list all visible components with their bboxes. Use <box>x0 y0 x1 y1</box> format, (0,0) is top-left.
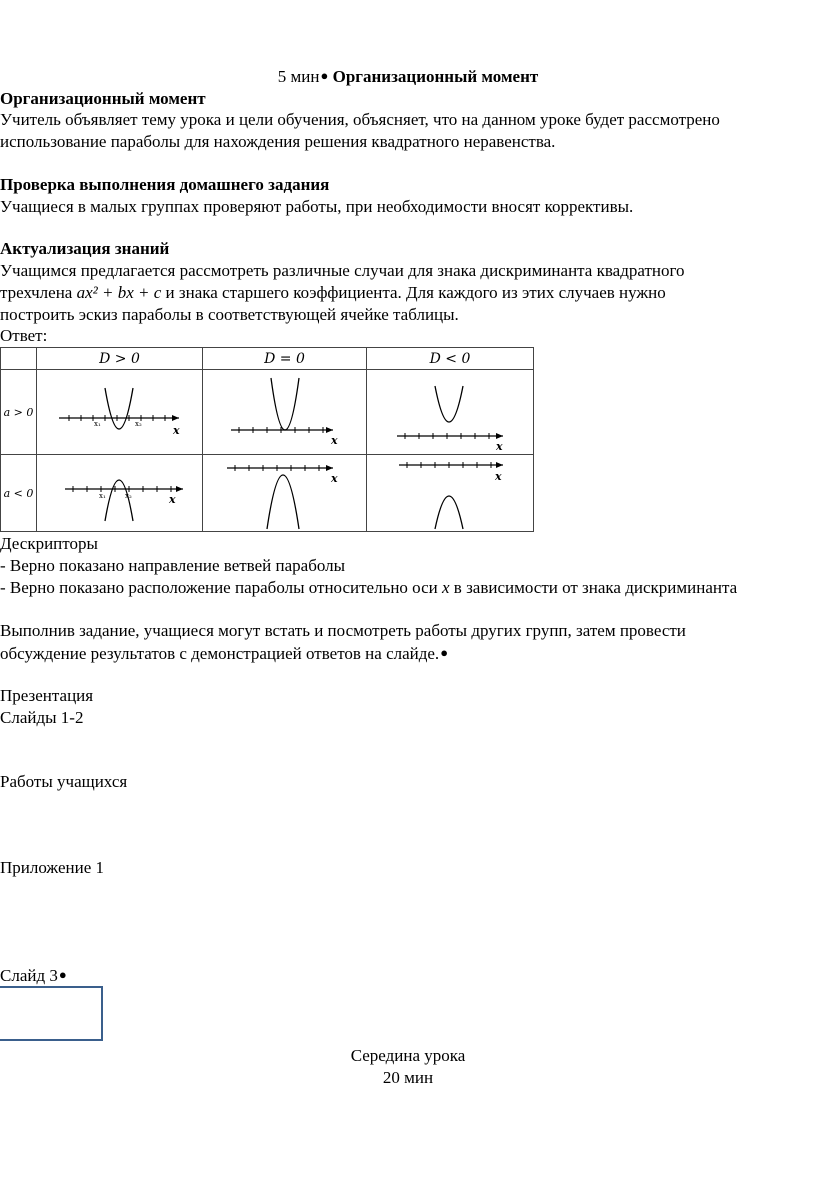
middle-time: 20 мин <box>382 1068 434 1087</box>
middle-label: Середина урока <box>350 1046 466 1065</box>
org-text-1: Учитель объявляет тему урока и цели обучения, объясняет, что на данном уроке будет рассмотрено <box>0 110 720 129</box>
col-header-d-pos: D > 0 <box>37 348 203 370</box>
actual-text-3: построить эскиз параболы в соответствующей ячейке таблицы. <box>0 305 459 324</box>
descriptor-item-1: - Верно показано направление ветвей параболы <box>0 556 346 575</box>
slide-frame <box>0 986 103 1041</box>
actual-text-1: Учащимся предлагается рассмотреть различные случаи для знака дискриминанта квадратного <box>0 261 685 280</box>
cell-a-pos-d-zero <box>203 370 367 455</box>
homework-heading: Проверка выполнения домашнего задания <box>0 175 330 194</box>
axis-label: x <box>173 424 180 437</box>
resource-works: Работы учащихся <box>0 772 128 791</box>
parabola-up-no-roots <box>367 370 534 454</box>
org-text-2: использование параболы для нахождения решения квадратного неравенства. <box>0 132 556 151</box>
axis-label: x <box>496 440 503 453</box>
resource-slides: Слайды 1-2 <box>0 708 84 727</box>
root-x2-label: x₂ <box>125 492 132 500</box>
parabola-down-no-roots <box>367 455 534 531</box>
resource-presentation: Презентация <box>0 686 94 705</box>
actual-text-2: трехчлена ax² + bx + c и знака старшего коэффициента. Для каждого из этих случаев нужно <box>0 283 666 302</box>
parabola-up-one-root <box>203 370 367 454</box>
axis-label: x <box>169 493 176 506</box>
col-header-d-zero: D = 0 <box>203 348 367 370</box>
resource-appendix: Приложение 1 <box>0 858 104 877</box>
root-x2-label: x₂ <box>135 420 142 428</box>
org-heading: Организационный момент <box>0 89 206 108</box>
bullet-icon: ● <box>58 967 67 982</box>
cell-a-neg-d-zero <box>203 455 367 532</box>
homework-text: Учащиеся в малых группах проверяют работы, при необходимости вносят коррективы. <box>0 197 634 216</box>
table-corner <box>1 348 37 370</box>
discussion-text-2: обсуждение результатов с демонстрацией ответов на слайде.● <box>0 644 449 663</box>
axis-label: x <box>331 434 338 447</box>
descriptors-heading: Дескрипторы <box>0 534 98 553</box>
cell-a-neg-d-neg <box>367 455 534 532</box>
parabola-down-two-roots <box>37 455 203 531</box>
header <box>0 65 816 88</box>
col-header-d-neg: D < 0 <box>367 348 534 370</box>
header-title: Организационный момент <box>332 67 539 86</box>
cell-a-pos-d-neg <box>367 370 534 455</box>
cell-a-pos-d-pos <box>37 370 203 455</box>
root-x1-label: x₁ <box>94 420 101 428</box>
discussion-text-1: Выполнив задание, учащиеся могут встать и посмотреть работы других групп, затем провести <box>0 621 686 640</box>
parabola-up-two-roots <box>37 370 203 454</box>
bullet-icon: ● <box>320 68 329 83</box>
trinomial-formula: ax² + bx + c <box>76 283 162 302</box>
axis-label: x <box>495 470 502 483</box>
actual-heading: Актуализация знаний <box>0 239 170 258</box>
resource-slide3: Слайд 3● <box>0 966 67 985</box>
cell-a-neg-d-pos <box>37 455 203 532</box>
row-header-a-neg: a < 0 <box>1 455 37 532</box>
parabola-down-one-root <box>203 455 367 531</box>
row-header-a-pos: a > 0 <box>1 370 37 455</box>
root-x1-label: x₁ <box>99 492 106 500</box>
answer-label: Ответ: <box>0 326 48 345</box>
descriptor-item-2: - Верно показано расположение параболы относительно оси x в зависимости от знака дискриминанта <box>0 578 738 597</box>
parabola-table <box>0 347 534 532</box>
bullet-icon: ● <box>440 645 449 660</box>
header-time: 5 мин <box>277 67 320 86</box>
axis-label: x <box>331 472 338 485</box>
